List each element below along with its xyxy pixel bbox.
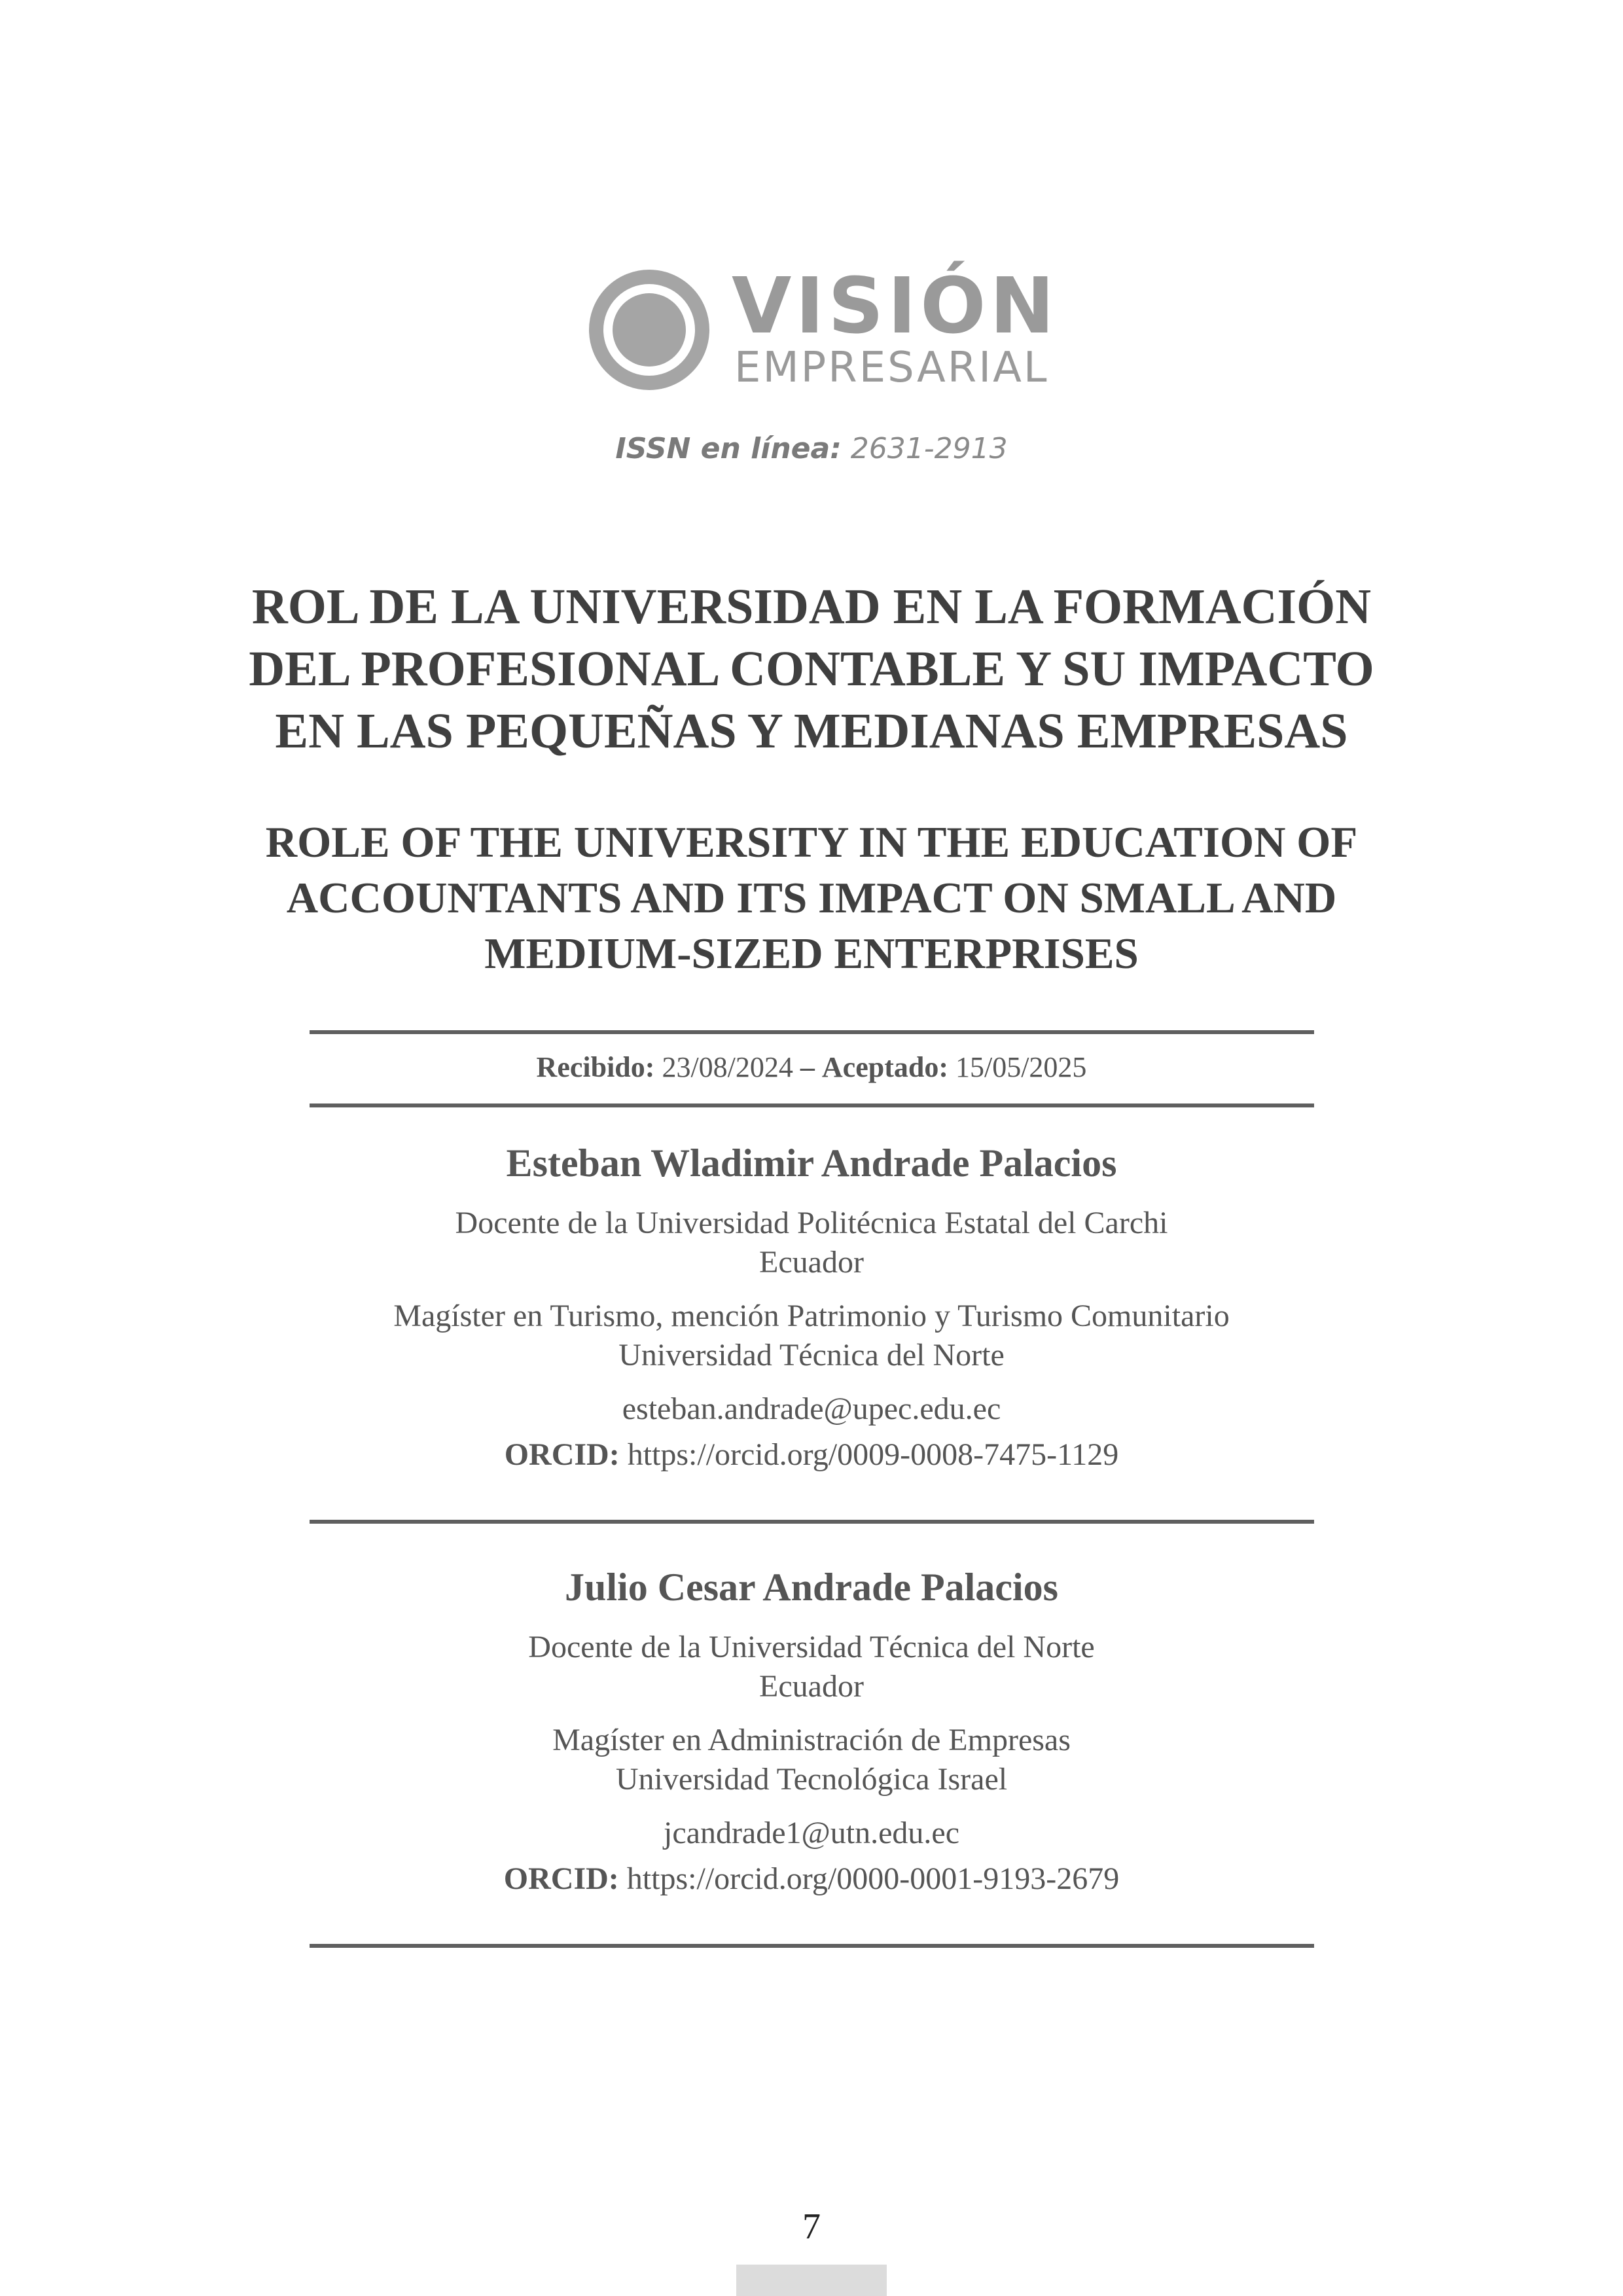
issn-line bbox=[0, 432, 1623, 465]
issn-label: ISSN en línea: bbox=[615, 432, 842, 465]
logo-wordmark: VISIÓN bbox=[732, 260, 1059, 351]
submission-dates bbox=[0, 1050, 1623, 1084]
orcid-label: ORCID: bbox=[503, 1861, 619, 1896]
author-name: Esteban Wladimir Andrade Palacios bbox=[506, 1141, 1117, 1185]
received-date: 23/08/2024 bbox=[662, 1051, 793, 1083]
title-spanish bbox=[196, 576, 1427, 762]
orcid-link[interactable]: https://orcid.org/0000-0001-9193-2679 bbox=[626, 1861, 1120, 1896]
author-degree: Magíster en Turismo, mención Patrimonio y Turismo Comunitario bbox=[393, 1299, 1230, 1333]
author-position: Docente de la Universidad Técnica del Norte bbox=[528, 1630, 1095, 1664]
logo-subtitle: EMPRESARIAL bbox=[734, 344, 1049, 392]
orcid-label: ORCID: bbox=[504, 1437, 620, 1472]
author-orcid bbox=[0, 1859, 1623, 1899]
divider bbox=[310, 1520, 1314, 1524]
divider bbox=[310, 1944, 1314, 1948]
received-label: Recibido: bbox=[536, 1051, 655, 1083]
accepted-date: 15/05/2025 bbox=[955, 1051, 1087, 1083]
author-email[interactable]: jcandrade1@utn.edu.ec bbox=[664, 1816, 959, 1850]
title-english-line: MEDIUM-SIZED ENTERPRISES bbox=[484, 929, 1139, 978]
author-name: Julio Cesar Andrade Palacios bbox=[565, 1566, 1058, 1609]
page-number: 7 bbox=[802, 2206, 821, 2247]
title-english bbox=[196, 815, 1427, 982]
author-country: Ecuador bbox=[759, 1669, 864, 1704]
author-block bbox=[0, 1137, 1623, 1475]
author-orcid bbox=[0, 1435, 1623, 1475]
title-english-line: ROLE OF THE UNIVERSITY IN THE EDUCATION OF bbox=[265, 818, 1358, 867]
page-tab bbox=[736, 2265, 887, 2296]
author-degree-institution: Universidad Técnica del Norte bbox=[618, 1338, 1005, 1372]
divider bbox=[310, 1103, 1314, 1107]
divider bbox=[310, 1030, 1314, 1034]
accepted-label: Aceptado: bbox=[821, 1051, 948, 1083]
author-country: Ecuador bbox=[759, 1245, 864, 1280]
title-spanish-line: DEL PROFESIONAL CONTABLE Y SU IMPACTO bbox=[249, 641, 1374, 696]
title-english-line: ACCOUNTANTS AND ITS IMPACT ON SMALL AND bbox=[286, 874, 1337, 922]
journal-logo bbox=[589, 260, 1059, 419]
author-block bbox=[0, 1561, 1623, 1899]
orcid-link[interactable]: https://orcid.org/0009-0008-7475-1129 bbox=[627, 1437, 1119, 1472]
author-degree: Magíster en Administración de Empresas bbox=[552, 1723, 1071, 1757]
title-spanish-line: ROL DE LA UNIVERSIDAD EN LA FORMACIÓN bbox=[251, 579, 1372, 634]
author-email[interactable]: esteban.andrade@upec.edu.ec bbox=[622, 1391, 1001, 1426]
author-degree-institution: Universidad Tecnológica Israel bbox=[615, 1762, 1008, 1797]
logo-dot-icon bbox=[613, 293, 686, 367]
author-position: Docente de la Universidad Politécnica Estatal del Carchi bbox=[455, 1206, 1168, 1240]
title-spanish-line: EN LAS PEQUEÑAS Y MEDIANAS EMPRESAS bbox=[275, 704, 1348, 759]
issn-value: 2631-2913 bbox=[850, 432, 1008, 465]
date-separator: – bbox=[800, 1051, 815, 1083]
